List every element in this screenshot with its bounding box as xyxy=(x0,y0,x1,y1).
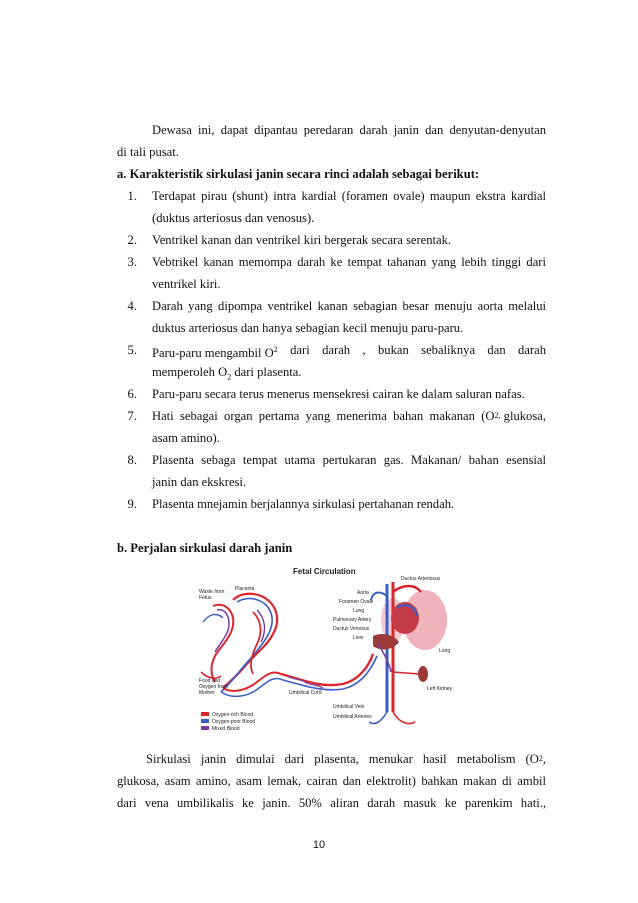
list-item-5-part-1: Paru-paru mengambil $O^2$ xyxy=(152,345,278,361)
list-item-1-line-2: (duktus arteriosus dan venosus). xyxy=(152,211,315,225)
closing-line-2: glukosa, asam amino, asam lemak, cairan dan elektrolit) bahkan makan di ambil xyxy=(117,774,546,788)
intro-line-2: di tali pusat. xyxy=(117,145,179,159)
list-item-3-line-1: Vebtrikel kanan memompa darah ke tempat tahanan yang lebih tinggi dari xyxy=(152,255,546,269)
label-waste-2: Fetus xyxy=(199,595,212,601)
label-waste-1: Waste from xyxy=(199,589,225,595)
section-a-heading: a. Karakteristik sirkulasi janin secara rinci adalah sebagai berikut: xyxy=(117,167,480,181)
fetal-circulation-figure xyxy=(193,562,458,737)
label-placenta: Placenta xyxy=(235,586,255,592)
list-item-6-line-1: Paru-paru secara terus menerus mensekresi cairan ke dalam saluran nafas. xyxy=(152,387,525,401)
list-item-8-line-1: Plasenta sebaga tempat utama pertukaran gas. Makanan/ bahan esensial xyxy=(152,453,546,467)
legend-swatch-oxygen-poor xyxy=(201,719,209,723)
label-umbilical-vein: Umbilical Vein xyxy=(333,704,365,710)
umbilical-cord-graphic xyxy=(281,654,377,690)
label-pulmonary-artery: Pulmonary Artery xyxy=(333,617,372,623)
figure-legend xyxy=(201,712,255,732)
closing-line-1: Sirkulasi janin dimulai dari plasenta, menukar hasil metabolism (O 2 , xyxy=(146,752,546,766)
label-lung-top: Lung xyxy=(353,608,365,614)
list-item-4-line-2: duktus arteriosus dan hanya sebagian kecil menuju paru-paru. xyxy=(152,321,464,335)
intro-line-1: Dewasa ini, dapat dipantau peredaran darah janin dan denyutan-denyutan xyxy=(152,123,546,137)
legend-label-mixed: Mixed Blood xyxy=(212,726,240,732)
list-item-1-line-1: Terdapat pirau (shunt) intra kardial (foramen ovale) maupun ekstra kardial xyxy=(152,189,546,203)
list-item-number: 8. xyxy=(127,453,137,467)
label-foramen-ovale: Foramen Ovale xyxy=(339,599,374,605)
list-item-number: 2. xyxy=(127,233,137,247)
label-ductus-arteriosus: Ductus Arteriosus xyxy=(401,576,441,582)
label-food-2: Oxygen from xyxy=(199,684,228,690)
list-item-9-line-1: Plasenta mnejamin berjalannya sirkulasi pertahanan rendah. xyxy=(152,497,455,511)
section-b-heading: b. Perjalan sirkulasi darah janin xyxy=(117,541,293,555)
label-aorta: Aorta xyxy=(357,590,369,596)
list-item-5-line-1 xyxy=(152,342,546,361)
list-item-number: 7. xyxy=(127,409,137,423)
label-liver: Liver xyxy=(353,635,364,641)
list-item-5-line-2: memperoleh $O_2$ dari plasenta. xyxy=(152,365,302,382)
label-left-kidney: Left Kidney xyxy=(427,686,453,692)
closing-line-3: dari vena umbilikalis ke janin. 50% aliran darah masuk ke parenkim hati., xyxy=(117,796,546,810)
label-food-3: Mother xyxy=(199,690,215,696)
list-item-number: 1. xyxy=(127,189,137,203)
list-item-2-line-1: Ventrikel kanan dan ventrikel kiri bergerak secara serentak. xyxy=(152,233,452,247)
label-food-1: Food and xyxy=(199,678,221,684)
list-item-number: 3. xyxy=(127,255,137,269)
figure-title: Fetal Circulation xyxy=(293,567,356,576)
fetus-organs-graphic xyxy=(369,582,447,724)
legend-swatch-oxygen-rich xyxy=(201,712,209,716)
list-item-number: 4. xyxy=(127,299,137,313)
list-item-number: 5. xyxy=(127,343,137,357)
list-item-3-line-2: ventrikel kiri. xyxy=(152,277,221,291)
list-item-4-line-1: Darah yang dipompa ventrikel kanan sebagian besar menuju aorta melalui xyxy=(152,299,546,313)
label-umbilical-arteries: Umbilical Arteries xyxy=(333,714,372,720)
list-item-7-line-2: asam amino). xyxy=(152,431,220,445)
list-item-8-line-2: janin dan ekskresi. xyxy=(152,475,247,489)
label-umbilical-cord: Umbilical Cord xyxy=(289,690,322,696)
legend-swatch-mixed xyxy=(201,726,209,730)
legend-label-oxygen-rich: Oxygen-rich Blood xyxy=(212,712,254,718)
list-item-number: 6. xyxy=(127,387,137,401)
page-number: 10 xyxy=(312,839,326,851)
label-ductus-venosus: Ductus Venosus xyxy=(333,626,370,632)
list-item-7-line-1: Hati sebagai organ pertama yang menerima bahan makanan (O 2, glukosa, xyxy=(152,409,546,423)
list-item-5-part-2: dari darah , bukan sebaliknya dan darah xyxy=(277,343,546,357)
list-item-number: 9. xyxy=(127,497,137,511)
label-lung-right: Lung xyxy=(439,648,451,654)
legend-label-oxygen-poor: Oxygen-poor Blood xyxy=(212,719,256,725)
